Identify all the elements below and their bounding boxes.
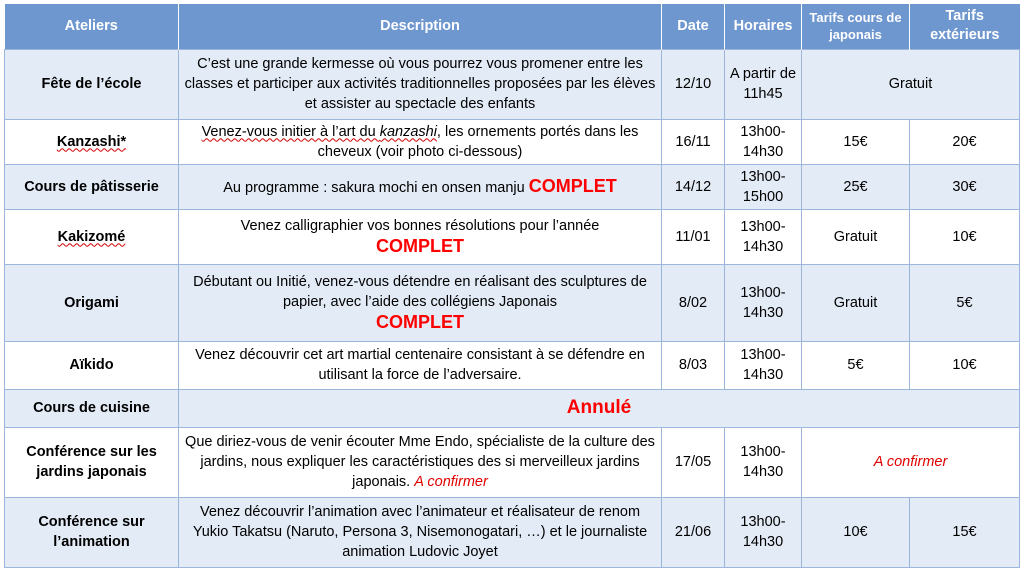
atelier-name xyxy=(5,119,179,164)
atelier-date: 11/01 xyxy=(662,209,725,264)
atelier-name: Conférence sur les jardins japonais xyxy=(5,427,179,497)
atelier-name: Cours de cuisine xyxy=(5,389,179,427)
header-tarifs-exterieurs: Tarifs extérieurs xyxy=(910,4,1020,49)
description-part-2: , les ornements portés dans les cheveux (voir photo ci-dessous) xyxy=(317,123,639,160)
atelier-name: Conférence sur l’animation xyxy=(5,497,179,567)
atelier-description: C’est une grande kermesse où vous pourrez vous promener entre les classes et participer aux activités traditionnelles proposées par les élèves et assister au spectacle des enfants xyxy=(179,49,662,119)
description-text: Venez calligraphier vos bonnes résolutions pour l’année xyxy=(240,217,600,234)
table-row xyxy=(5,427,1020,497)
atelier-name: Origami xyxy=(5,264,179,341)
a-confirmer-label: A confirmer xyxy=(414,474,488,490)
atelier-horaires: 13h00-14h30 xyxy=(725,264,802,341)
description-text: Au programme : sakura mochi en onsen manju xyxy=(223,179,525,196)
complet-label: COMPLET xyxy=(528,175,617,196)
workshops-table xyxy=(4,4,1020,568)
tarif-exterieurs: 10€ xyxy=(910,341,1020,389)
atelier-horaires: 13h00-15h00 xyxy=(725,164,802,209)
atelier-description: Venez découvrir cet art martial centenaire consistant à se défendre en utilisant la force de l’adversaire. xyxy=(179,341,662,389)
table-row xyxy=(5,389,1020,427)
header-tarifs-japonais: Tarifs cours de japonais xyxy=(802,4,910,49)
header-date: Date xyxy=(662,4,725,49)
tarif-exterieurs: 5€ xyxy=(910,264,1020,341)
description-text: Débutant ou Initié, venez-vous détendre en réalisant des sculptures de papier, avec l’aide des collégiens Japonais xyxy=(193,273,647,310)
atelier-date: 8/02 xyxy=(662,264,725,341)
atelier-name: Cours de pâtisserie xyxy=(5,164,179,209)
atelier-description: Venez découvrir l’animation avec l’animateur et réalisateur de renom Yukio Takatsu (Naruto, Persona 3, Nisemonogatari, …) et le journaliste animation Ludovic Joyet xyxy=(179,497,662,567)
atelier-horaires: 13h00-14h30 xyxy=(725,209,802,264)
header-row xyxy=(5,4,1020,49)
atelier-date: 16/11 xyxy=(662,119,725,164)
table-row xyxy=(5,497,1020,567)
tarif-exterieurs: 10€ xyxy=(910,209,1020,264)
description-italic: kanzashi xyxy=(379,123,437,140)
atelier-name: Fête de l’école xyxy=(5,49,179,119)
atelier-horaires: 13h00-14h30 xyxy=(725,119,802,164)
atelier-date: 8/03 xyxy=(662,341,725,389)
table-row xyxy=(5,209,1020,264)
atelier-description xyxy=(179,427,662,497)
complet-label: COMPLET xyxy=(376,311,464,332)
header-horaires: Horaires xyxy=(725,4,802,49)
description-text: Que diriez-vous de venir écouter Mme Endo, spécialiste de la culture des jardins, nous expliquer les caractéristiques des si merveilleux jardins japonais. xyxy=(185,434,655,490)
annule-cell xyxy=(179,389,1020,427)
atelier-name xyxy=(5,209,179,264)
header-ateliers: Ateliers xyxy=(5,4,179,49)
table-row xyxy=(5,264,1020,341)
atelier-date: 14/12 xyxy=(662,164,725,209)
table-row xyxy=(5,49,1020,119)
tarif-japonais: Gratuit xyxy=(802,209,910,264)
atelier-horaires: A partir de 11h45 xyxy=(725,49,802,119)
tarif-exterieurs: 15€ xyxy=(910,497,1020,567)
tarif-a-confirmer: A confirmer xyxy=(873,454,948,470)
atelier-date: 17/05 xyxy=(662,427,725,497)
header-description: Description xyxy=(179,4,662,49)
tarif-japonais: Gratuit xyxy=(802,264,910,341)
atelier-tarif xyxy=(802,427,1020,497)
atelier-description xyxy=(179,164,662,209)
atelier-horaires: 13h00-14h30 xyxy=(725,497,802,567)
atelier-name-text: Kanzashi* xyxy=(56,133,127,150)
atelier-horaires: 13h00-14h30 xyxy=(725,427,802,497)
complet-label: COMPLET xyxy=(376,235,464,256)
annule-label: Annulé xyxy=(566,396,632,418)
atelier-name: Aïkido xyxy=(5,341,179,389)
table-row xyxy=(5,341,1020,389)
tarif-japonais: 15€ xyxy=(802,119,910,164)
atelier-description xyxy=(179,264,662,341)
atelier-date: 12/10 xyxy=(662,49,725,119)
atelier-date: 21/06 xyxy=(662,497,725,567)
table-row xyxy=(5,164,1020,209)
atelier-tarif: Gratuit xyxy=(802,49,1020,119)
atelier-name-text: Kakizomé xyxy=(57,228,126,245)
atelier-description xyxy=(179,119,662,164)
atelier-description xyxy=(179,209,662,264)
table-row xyxy=(5,119,1020,164)
description-part-1: Venez-vous initier à l’art du xyxy=(201,123,380,140)
tarif-exterieurs: 20€ xyxy=(910,119,1020,164)
tarif-japonais: 5€ xyxy=(802,341,910,389)
tarif-japonais: 10€ xyxy=(802,497,910,567)
tarif-japonais: 25€ xyxy=(802,164,910,209)
tarif-exterieurs: 30€ xyxy=(910,164,1020,209)
atelier-horaires: 13h00-14h30 xyxy=(725,341,802,389)
